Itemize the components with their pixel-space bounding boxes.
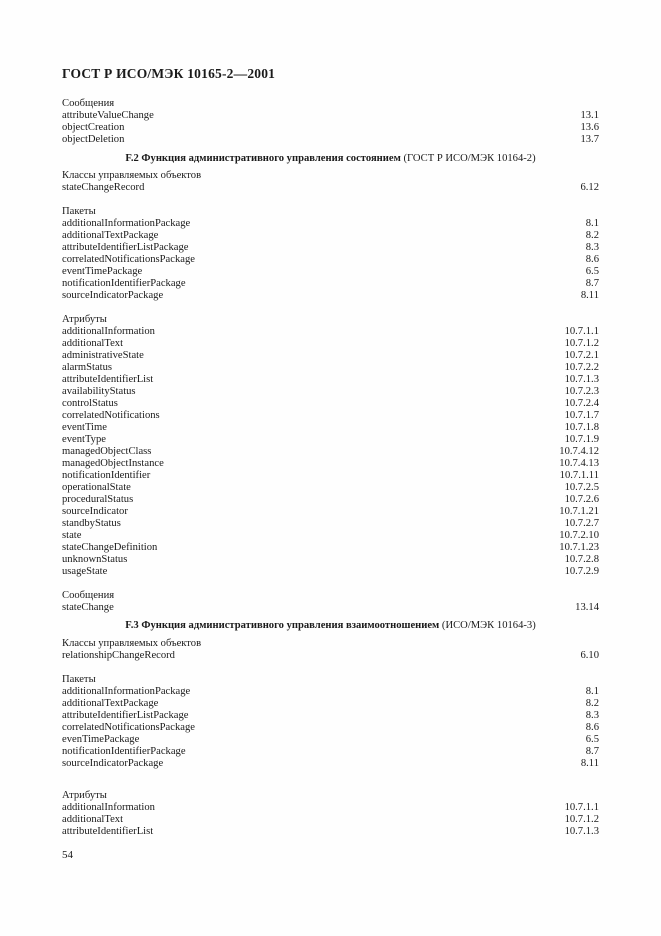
entry-name: attributeIdentifierList xyxy=(62,826,154,837)
entry-name: controlStatus xyxy=(62,398,118,409)
entry-reference: 6.10 xyxy=(580,650,599,661)
entry-reference: 8.11 xyxy=(580,290,599,301)
index-entry xyxy=(62,826,599,838)
index-entry xyxy=(62,746,599,758)
entry-reference: 10.7.1.2 xyxy=(564,814,599,825)
index-entry xyxy=(62,470,599,482)
entry-name: notificationIdentifierPackage xyxy=(62,746,186,757)
entry-reference: 10.7.2.5 xyxy=(564,482,599,493)
index-entry xyxy=(62,422,599,434)
index-entry xyxy=(62,434,599,446)
group-title xyxy=(62,674,599,686)
document-header: ГОСТ Р ИСО/МЭК 10165-2—2001 xyxy=(62,66,276,81)
group-title-text: Атрибуты xyxy=(62,790,107,801)
entry-reference: 8.7 xyxy=(585,278,599,289)
index-entry xyxy=(62,338,599,350)
entry-reference: 10.7.1.7 xyxy=(564,410,599,421)
entry-reference: 10.7.2.4 xyxy=(564,398,599,409)
entry-reference: 6.12 xyxy=(580,182,599,193)
index-entry xyxy=(62,278,599,290)
entry-reference: 8.1 xyxy=(585,218,599,229)
section-heading-f2 xyxy=(62,153,599,165)
section-heading-f3 xyxy=(62,620,599,632)
entry-name: attributeValueChange xyxy=(62,110,154,121)
entry-reference: 13.7 xyxy=(580,134,599,145)
group-title xyxy=(62,590,599,602)
entry-name: operationalState xyxy=(62,482,131,493)
entry-reference: 10.7.1.1 xyxy=(564,326,599,337)
entry-name: attributeIdentifierListPackage xyxy=(62,242,189,253)
group-title xyxy=(62,98,599,110)
entry-name: sourceIndicatorPackage xyxy=(62,290,164,301)
index-entry xyxy=(62,362,599,374)
entry-name: stateChangeRecord xyxy=(62,182,145,193)
entry-reference: 10.7.2.10 xyxy=(559,530,599,541)
entry-reference: 10.7.2.9 xyxy=(564,566,599,577)
entry-name: notificationIdentifier xyxy=(62,470,151,481)
entry-reference: 10.7.4.12 xyxy=(559,446,599,457)
entry-name: attributeIdentifierListPackage xyxy=(62,710,189,721)
index-entry xyxy=(62,530,599,542)
index-entry xyxy=(62,122,599,134)
entry-name: alarmStatus xyxy=(62,362,113,373)
entry-reference: 8.6 xyxy=(585,254,599,265)
group-title xyxy=(62,314,599,326)
entry-reference: 10.7.1.1 xyxy=(564,802,599,813)
index-entry xyxy=(62,218,599,230)
entry-name: additionalText xyxy=(62,814,124,825)
index-entry xyxy=(62,182,599,194)
entry-name: usageState xyxy=(62,566,108,577)
entry-reference: 10.7.1.9 xyxy=(564,434,599,445)
entry-reference: 10.7.2.7 xyxy=(564,518,599,529)
index-entry xyxy=(62,242,599,254)
entry-name: additionalInformationPackage xyxy=(62,218,191,229)
index-entry xyxy=(62,134,599,146)
group-title-text: Классы управляемых объектов xyxy=(62,170,202,181)
entry-reference: 8.1 xyxy=(585,686,599,697)
entry-reference: 8.7 xyxy=(585,746,599,757)
index-entry xyxy=(62,506,599,518)
index-entry xyxy=(62,814,599,826)
index-entry xyxy=(62,230,599,242)
index-entry xyxy=(62,734,599,746)
index-entry xyxy=(62,722,599,734)
entry-name: additionalInformation xyxy=(62,802,155,813)
group-title xyxy=(62,638,599,650)
entry-reference: 10.7.1.3 xyxy=(564,374,599,385)
index-entry xyxy=(62,542,599,554)
index-entry xyxy=(62,446,599,458)
index-entry xyxy=(62,494,599,506)
entry-name: sourceIndicatorPackage xyxy=(62,758,164,769)
entry-reference: 6.5 xyxy=(585,266,599,277)
entry-reference: 10.7.4.13 xyxy=(559,458,599,469)
entry-reference: 10.7.1.11 xyxy=(559,470,599,481)
index-entry xyxy=(62,398,599,410)
entry-name: correlatedNotifications xyxy=(62,410,160,421)
entry-name: unknownStatus xyxy=(62,554,128,565)
section-heading-bold: F.2 Функция административного управления состоянием xyxy=(125,153,401,164)
index-entry xyxy=(62,266,599,278)
group-title-text: Пакеты xyxy=(62,206,96,217)
index-entry xyxy=(62,410,599,422)
index-entry xyxy=(62,650,599,662)
entry-name: notificationIdentifierPackage xyxy=(62,278,186,289)
entry-reference: 8.11 xyxy=(580,758,599,769)
entry-reference: 6.5 xyxy=(585,734,599,745)
group-title xyxy=(62,790,599,802)
entry-name: correlatedNotificationsPackage xyxy=(62,722,195,733)
index-entry xyxy=(62,602,599,614)
entry-name: eventTime xyxy=(62,422,107,433)
entry-name: additionalInformationPackage xyxy=(62,686,191,697)
entry-name: availabilityStatus xyxy=(62,386,136,397)
group-title xyxy=(62,170,599,182)
entry-reference: 8.2 xyxy=(585,230,599,241)
index-entry xyxy=(62,802,599,814)
entry-reference: 10.7.1.8 xyxy=(564,422,599,433)
entry-name: objectDeletion xyxy=(62,134,125,145)
group-title-text: Сообщения xyxy=(62,590,115,601)
entry-name: additionalTextPackage xyxy=(62,698,159,709)
index-entry xyxy=(62,554,599,566)
entry-name: proceduralStatus xyxy=(62,494,134,505)
entry-name: managedObjectClass xyxy=(62,446,152,457)
entry-reference: 10.7.2.3 xyxy=(564,386,599,397)
entry-name: additionalTextPackage xyxy=(62,230,159,241)
index-entry xyxy=(62,686,599,698)
index-entry xyxy=(62,698,599,710)
entry-name: evenTimePackage xyxy=(62,734,140,745)
entry-reference: 13.1 xyxy=(580,110,599,121)
entry-name: eventTimePackage xyxy=(62,266,143,277)
entry-reference: 13.14 xyxy=(575,602,599,613)
page-number: 54 xyxy=(62,849,73,861)
entry-reference: 13.6 xyxy=(580,122,599,133)
entry-reference: 8.3 xyxy=(585,242,599,253)
entry-reference: 10.7.1.23 xyxy=(559,542,599,553)
entry-name: objectCreation xyxy=(62,122,125,133)
entry-name: managedObjectInstance xyxy=(62,458,164,469)
section-heading-standard: (ГОСТ Р ИСО/МЭК 10164-2) xyxy=(400,153,536,164)
entry-name: correlatedNotificationsPackage xyxy=(62,254,195,265)
index-entry xyxy=(62,290,599,302)
entry-name: sourceIndicator xyxy=(62,506,128,517)
entry-name: state xyxy=(62,530,82,541)
entry-name: relationshipChangeRecord xyxy=(62,650,175,661)
index-entry xyxy=(62,758,599,770)
entry-reference: 10.7.1.2 xyxy=(564,338,599,349)
entry-reference: 8.6 xyxy=(585,722,599,733)
section-heading-standard: (ИСО/МЭК 10164-3) xyxy=(439,620,536,631)
index-entry xyxy=(62,254,599,266)
index-entry xyxy=(62,386,599,398)
index-entry xyxy=(62,566,599,578)
entry-name: administrativeState xyxy=(62,350,144,361)
index-entry xyxy=(62,110,599,122)
index-entry xyxy=(62,518,599,530)
index-entry xyxy=(62,482,599,494)
index-entry xyxy=(62,710,599,722)
entry-name: eventType xyxy=(62,434,106,445)
group-title xyxy=(62,206,599,218)
entry-reference: 8.3 xyxy=(585,710,599,721)
entry-reference: 10.7.2.1 xyxy=(564,350,599,361)
entry-name: additionalText xyxy=(62,338,124,349)
entry-reference: 10.7.2.2 xyxy=(564,362,599,373)
section-heading-bold: F.3 Функция административного управления взаимоотношением xyxy=(125,620,440,631)
entry-reference: 10.7.1.21 xyxy=(559,506,599,517)
group-title-text: Пакеты xyxy=(62,674,96,685)
group-title-text: Сообщения xyxy=(62,98,115,109)
entry-reference: 10.7.2.8 xyxy=(564,554,599,565)
entry-reference: 8.2 xyxy=(585,698,599,709)
index-entry xyxy=(62,326,599,338)
entry-name: stateChange xyxy=(62,602,114,613)
entry-name: stateChangeDefinition xyxy=(62,542,158,553)
group-title-text: Классы управляемых объектов xyxy=(62,638,202,649)
group-title-text: Атрибуты xyxy=(62,314,107,325)
entry-reference: 10.7.1.3 xyxy=(564,826,599,837)
index-entry xyxy=(62,458,599,470)
entry-name: attributeIdentifierList xyxy=(62,374,154,385)
index-entry xyxy=(62,374,599,386)
entry-name: additionalInformation xyxy=(62,326,155,337)
entry-reference: 10.7.2.6 xyxy=(564,494,599,505)
index-entry xyxy=(62,350,599,362)
entry-name: standbyStatus xyxy=(62,518,121,529)
